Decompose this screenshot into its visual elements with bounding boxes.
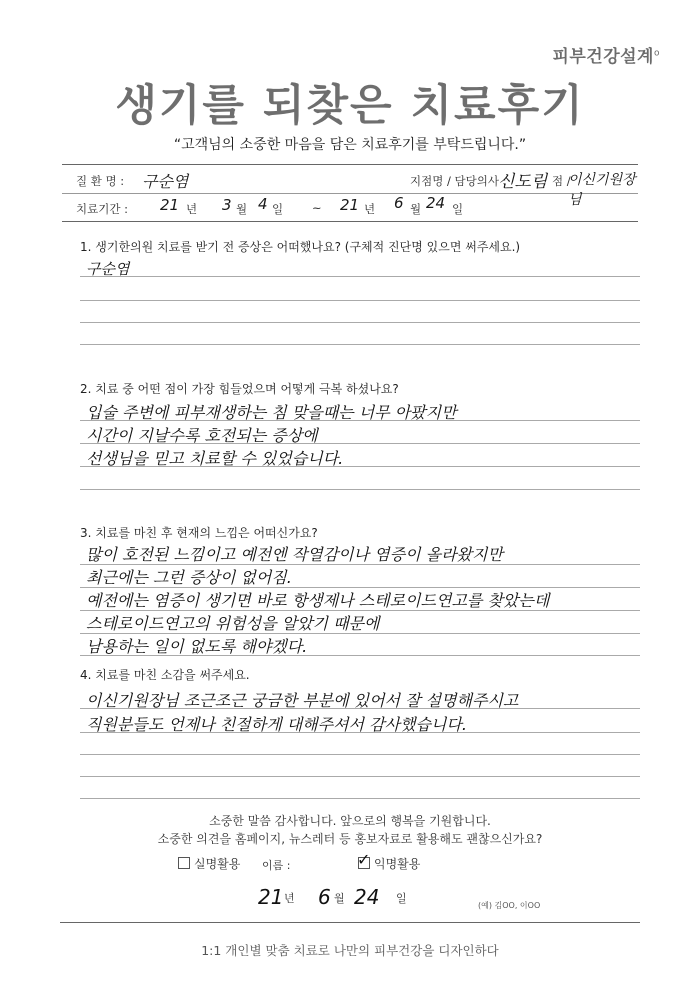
end-year-unit: 년 [364, 202, 376, 216]
branch-value[interactable]: 신도림 [498, 172, 548, 192]
answer-line[interactable]: 선생님을 믿고 치료할 수 있었습니다. [86, 449, 344, 468]
anonymous-label: 익명활용 [374, 857, 421, 871]
brand-mark-icon: o [653, 48, 660, 59]
ruled-line [80, 708, 640, 709]
answer-line[interactable]: 직원분들도 언제나 친절하게 대해주셔서 감사했습니다. [86, 715, 467, 734]
name-label: 이름 : [262, 859, 291, 872]
anonymous-checkbox[interactable] [357, 850, 371, 869]
ruled-line [80, 798, 640, 799]
answer-line[interactable]: 시간이 지날수록 호전되는 증상에 [86, 426, 318, 445]
ruled-line [80, 443, 640, 444]
answer-line[interactable]: 예전에는 염증이 생기면 바로 항생제나 스테로이드연고를 찾았는데 [86, 591, 550, 610]
page-title: 생기를 되찾은 치료후기 [115, 81, 585, 131]
example-note: (예) 김OO, 이OO [478, 901, 541, 910]
answer-line[interactable]: 많이 호전된 느낌이고 예전엔 작열감이나 염증이 올라왔지만 [86, 545, 503, 564]
consent-text: 소중한 의견을 홈페이지, 뉴스레터 등 홍보자료로 활용해도 괜찮으신가요? [157, 832, 543, 846]
disease-value[interactable]: 구순염 [142, 172, 189, 191]
start-day-unit: 일 [272, 202, 284, 216]
footer-divider [60, 922, 640, 923]
anonymous-option[interactable] [357, 850, 421, 872]
sign-day[interactable]: 24 [354, 885, 380, 909]
sign-month[interactable]: 6 [318, 885, 331, 909]
ruled-line [80, 322, 640, 323]
ruled-line [80, 776, 640, 777]
brand-text: 피부건강설계 [552, 47, 654, 67]
answer-line[interactable]: 구순염 [86, 260, 130, 278]
start-year-unit: 년 [186, 202, 198, 216]
branch-label: 지점명 / 담당의사 : [410, 174, 507, 188]
ruled-line [80, 655, 640, 656]
ruled-line [80, 300, 640, 301]
real-name-option[interactable] [178, 855, 240, 872]
question-2-label: 2. 치료 중 어떤 점이 가장 힘들었으며 어떻게 극복 하셨나요? [80, 382, 399, 396]
start-year[interactable]: 21 [160, 196, 180, 214]
disease-label: 질 환 명 : [76, 174, 125, 188]
page-subtitle: “고객님의 소중한 마음을 담은 치료후기를 부탁드립니다.” [173, 137, 527, 153]
end-month[interactable]: 6 [394, 194, 404, 212]
brand-logo [552, 42, 660, 67]
ruled-line [80, 276, 640, 277]
ruled-line [80, 466, 640, 467]
end-year[interactable]: 21 [340, 196, 360, 214]
real-name-checkbox[interactable] [178, 857, 190, 869]
start-month-unit: 월 [236, 202, 248, 216]
question-4-label: 4. 치료를 마친 소감을 써주세요. [80, 668, 250, 682]
start-month[interactable]: 3 [222, 196, 232, 214]
patient-info-box [62, 164, 638, 222]
start-day[interactable]: 4 [258, 195, 268, 213]
sign-year[interactable]: 21 [258, 885, 284, 909]
answer-line[interactable]: 남용하는 일이 없도록 해야겠다. [86, 637, 308, 656]
answer-line[interactable]: 이신기원장님 조근조근 궁금한 부분에 있어서 잘 설명해주시고 [86, 691, 519, 710]
answer-line[interactable]: 최근에는 그런 증상이 없어짐. [86, 568, 292, 587]
answer-line[interactable]: 입술 주변에 피부재생하는 침 맞을때는 너무 아팠지만 [86, 403, 457, 422]
ruled-line [80, 489, 640, 490]
sign-month-unit: 월 [334, 892, 345, 905]
ruled-line [80, 754, 640, 755]
doctor-value[interactable]: 이신기원장님 [568, 172, 636, 208]
end-month-unit: 월 [410, 202, 422, 216]
ruled-line [80, 420, 640, 421]
real-name-label: 실명활용 [194, 857, 241, 871]
ruled-line [80, 344, 640, 345]
period-tilde: ~ [312, 201, 322, 215]
end-day-unit: 일 [452, 202, 464, 216]
answer-line[interactable]: 스테로이드연고의 위험성을 알았기 때문에 [86, 614, 380, 633]
branch-suffix: 점 / [552, 174, 571, 188]
footer-tagline: 1:1 개인별 맞춤 치료로 나만의 피부건강을 디자인하다 [201, 943, 499, 958]
question-1-label: 1. 생기한의원 치료를 받기 전 증상은 어떠했나요? (구체적 진단명 있으면 써주세요.) [80, 240, 521, 254]
ruled-line [80, 732, 640, 733]
question-3-label: 3. 치료를 마친 후 현재의 느낌은 어떠신가요? [80, 526, 318, 540]
period-label: 치료기간 : [76, 202, 128, 216]
sign-day-unit: 일 [396, 892, 407, 905]
info-row-period [62, 193, 638, 221]
end-day[interactable]: 24 [426, 194, 446, 212]
thanks-text: 소중한 말씀 감사합니다. 앞으로의 행복을 기원합니다. [209, 814, 491, 828]
sign-year-unit: 년 [284, 892, 295, 905]
check-icon: ✓ [357, 850, 371, 869]
